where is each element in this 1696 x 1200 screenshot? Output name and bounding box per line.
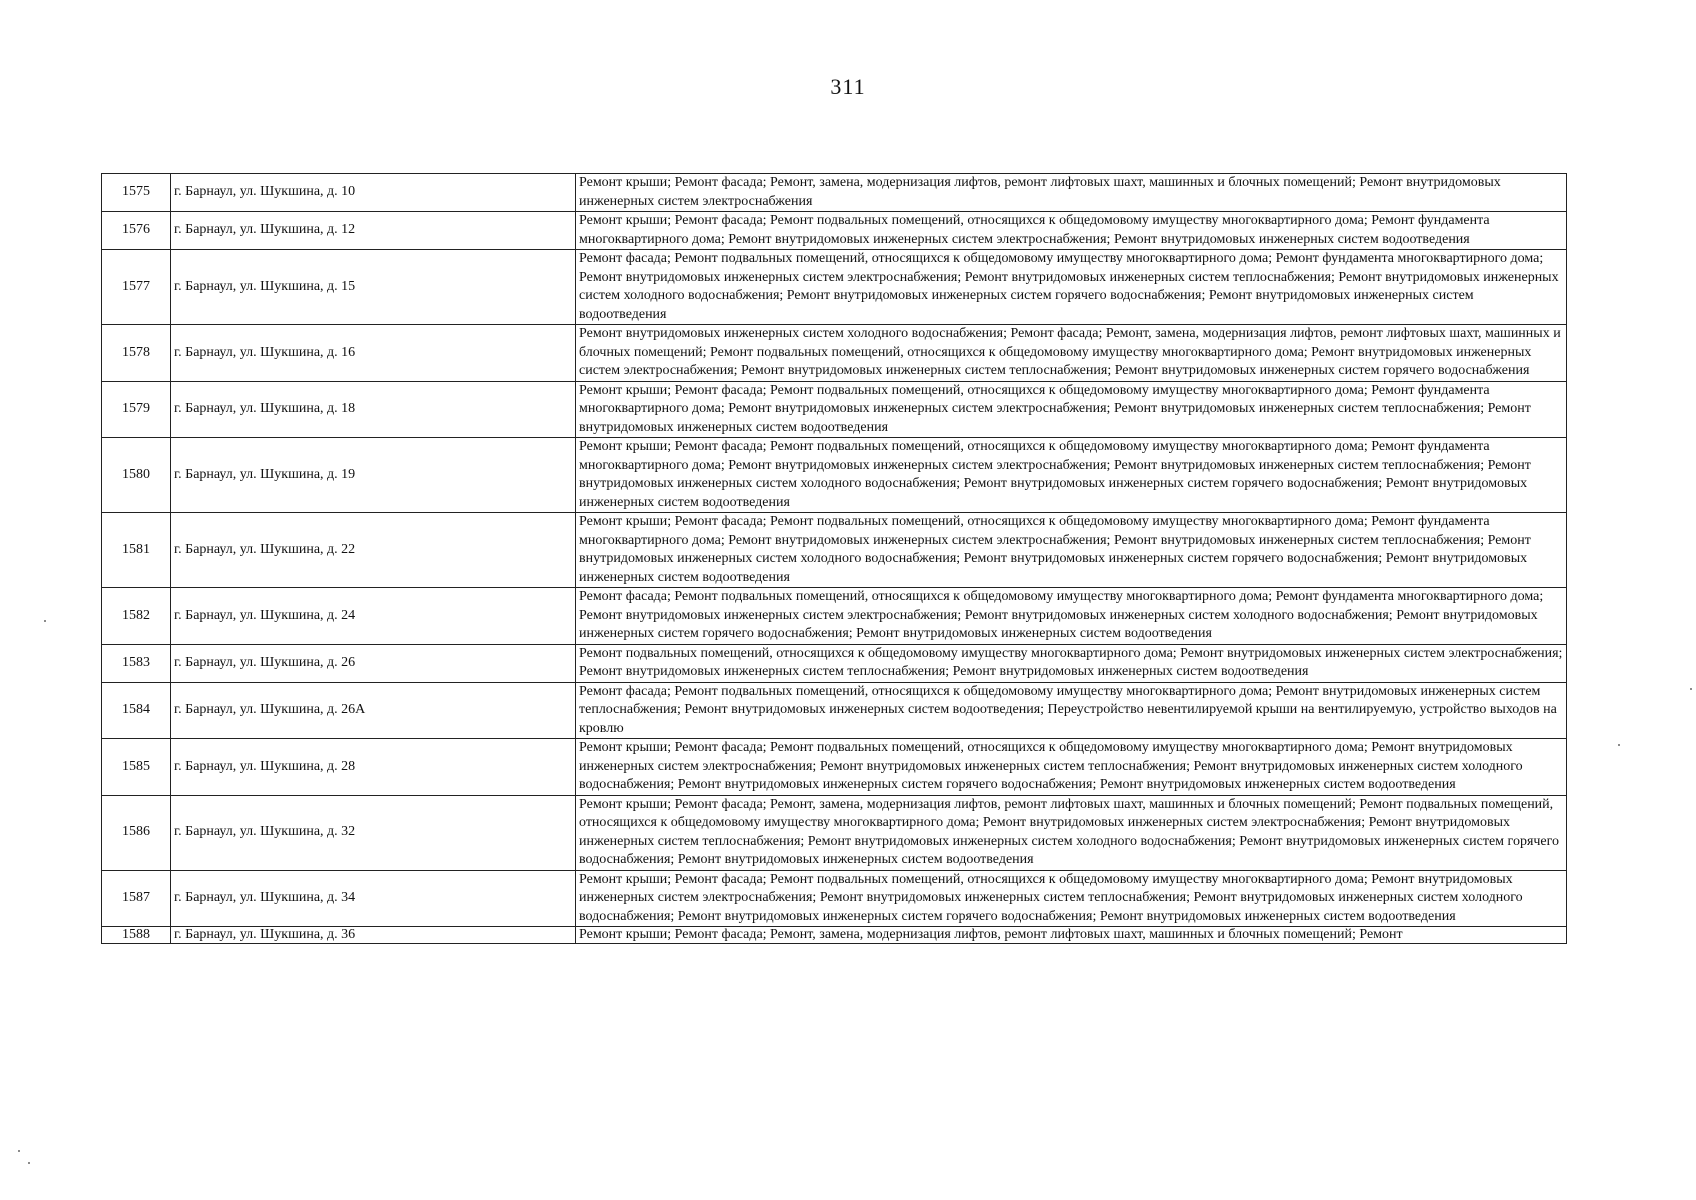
scan-speck: [28, 1162, 30, 1164]
house-address: г. Барнаул, ул. Шукшина, д. 22: [171, 513, 576, 588]
row-number: 1586: [102, 795, 171, 870]
house-address: г. Барнаул, ул. Шукшина, д. 16: [171, 325, 576, 382]
row-number: 1584: [102, 682, 171, 739]
row-number: 1575: [102, 174, 171, 212]
row-number: 1585: [102, 739, 171, 796]
repair-works: Ремонт фасада; Ремонт подвальных помещений, относящихся к общедомовому имуществу многоквартирного дома; Ремонт внутридомовых инженерных систем теплоснабжения; Ремонт внутридомовых инженерных систем водоотведения; Переустройство невентилируемой крыши на вентилируемую, устройство выходов на кровлю: [576, 682, 1567, 739]
row-number: 1579: [102, 381, 171, 438]
repair-works: Ремонт крыши; Ремонт фасада; Ремонт подвальных помещений, относящихся к общедомовому имуществу многоквартирного дома; Ремонт фундамента многоквартирного дома; Ремонт внутридомовых инженерных систем электроснабжения; Ремонт внутридомовых инженерных систем теплоснабжения; Ремонт внутридомовых инженерных систем холодного водоснабжения; Ремонт внутридомовых инженерных систем горячего водоснабжения; Ремонт внутридомовых инженерных систем водоотведения: [576, 438, 1567, 513]
scan-speck: [1690, 688, 1692, 690]
scan-speck: [1618, 744, 1620, 746]
table-row: [102, 682, 1567, 739]
repair-works: Ремонт крыши; Ремонт фасада; Ремонт, замена, модернизация лифтов, ремонт лифтовых шахт, машинных и блочных помещений; Ремонт внутридомовых инженерных систем электроснабжения: [576, 174, 1567, 212]
house-address: г. Барнаул, ул. Шукшина, д. 26А: [171, 682, 576, 739]
repair-works: Ремонт крыши; Ремонт фасада; Ремонт подвальных помещений, относящихся к общедомовому имуществу многоквартирного дома; Ремонт фундамента многоквартирного дома; Ремонт внутридомовых инженерных систем электроснабжения; Ремонт внутридомовых инженерных систем водоотведения: [576, 212, 1567, 250]
repair-works: Ремонт внутридомовых инженерных систем холодного водоснабжения; Ремонт фасада; Ремонт, замена, модернизация лифтов, ремонт лифтовых шахт, машинных и блочных помещений; Ремонт подвальных помещений, относящихся к общедомовому имуществу многоквартирного дома; Ремонт внутридомовых инженерных систем электроснабжения; Ремонт внутридомовых инженерных систем теплоснабжения; Ремонт внутридомовых инженерных систем горячего водоснабжения: [576, 325, 1567, 382]
table-row: [102, 438, 1567, 513]
house-address: г. Барнаул, ул. Шукшина, д. 24: [171, 588, 576, 645]
house-address: г. Барнаул, ул. Шукшина, д. 28: [171, 739, 576, 796]
table-row: [102, 795, 1567, 870]
table-row: [102, 644, 1567, 682]
scan-speck: [18, 1150, 20, 1152]
repair-works: Ремонт крыши; Ремонт фасада; Ремонт, замена, модернизация лифтов, ремонт лифтовых шахт, машинных и блочных помещений; Ремонт: [576, 927, 1567, 944]
table-row: [102, 250, 1567, 325]
house-address: г. Барнаул, ул. Шукшина, д. 15: [171, 250, 576, 325]
table-row: [102, 325, 1567, 382]
row-number: 1576: [102, 212, 171, 250]
repair-works: Ремонт крыши; Ремонт фасада; Ремонт, замена, модернизация лифтов, ремонт лифтовых шахт, машинных и блочных помещений; Ремонт подвальных помещений, относящихся к общедомовому имуществу многоквартирного дома; Ремонт внутридомовых инженерных систем электроснабжения; Ремонт внутридомовых инженерных систем теплоснабжения; Ремонт внутридомовых инженерных систем холодного водоснабжения; Ремонт внутридомовых инженерных систем горячего водоснабжения; Ремонт внутридомовых инженерных систем водоотведения: [576, 795, 1567, 870]
house-address: г. Барнаул, ул. Шукшина, д. 19: [171, 438, 576, 513]
house-address: г. Барнаул, ул. Шукшина, д. 32: [171, 795, 576, 870]
row-number: 1582: [102, 588, 171, 645]
scan-speck: [44, 620, 46, 622]
table-row: [102, 739, 1567, 796]
row-number: 1577: [102, 250, 171, 325]
table-row: [102, 927, 1567, 944]
row-number: 1578: [102, 325, 171, 382]
house-address: г. Барнаул, ул. Шукшина, д. 26: [171, 644, 576, 682]
row-number: 1583: [102, 644, 171, 682]
table-row: [102, 174, 1567, 212]
repair-works: Ремонт крыши; Ремонт фасада; Ремонт подвальных помещений, относящихся к общедомовому имуществу многоквартирного дома; Ремонт фундамента многоквартирного дома; Ремонт внутридомовых инженерных систем электроснабжения; Ремонт внутридомовых инженерных систем теплоснабжения; Ремонт внутридомовых инженерных систем водоотведения: [576, 381, 1567, 438]
repair-works: Ремонт крыши; Ремонт фасада; Ремонт подвальных помещений, относящихся к общедомовому имуществу многоквартирного дома; Ремонт внутридомовых инженерных систем электроснабжения; Ремонт внутридомовых инженерных систем теплоснабжения; Ремонт внутридомовых инженерных систем холодного водоснабжения; Ремонт внутридомовых инженерных систем горячего водоснабжения; Ремонт внутридомовых инженерных систем водоотведения: [576, 870, 1567, 927]
house-address: г. Барнаул, ул. Шукшина, д. 18: [171, 381, 576, 438]
repair-works: Ремонт фасада; Ремонт подвальных помещений, относящихся к общедомовому имуществу многоквартирного дома; Ремонт фундамента многоквартирного дома; Ремонт внутридомовых инженерных систем электроснабжения; Ремонт внутридомовых инженерных систем холодного водоснабжения; Ремонт внутридомовых инженерных систем горячего водоснабжения; Ремонт внутридомовых инженерных систем водоотведения: [576, 588, 1567, 645]
house-address: г. Барнаул, ул. Шукшина, д. 12: [171, 212, 576, 250]
row-number: 1580: [102, 438, 171, 513]
house-address: г. Барнаул, ул. Шукшина, д. 36: [171, 927, 576, 944]
repair-works: Ремонт фасада; Ремонт подвальных помещений, относящихся к общедомовому имуществу многоквартирного дома; Ремонт фундамента многоквартирного дома; Ремонт внутридомовых инженерных систем электроснабжения; Ремонт внутридомовых инженерных систем теплоснабжения; Ремонт внутридомовых инженерных систем холодного водоснабжения; Ремонт внутридомовых инженерных систем горячего водоснабжения; Ремонт внутридомовых инженерных систем водоотведения: [576, 250, 1567, 325]
repair-works: Ремонт подвальных помещений, относящихся к общедомовому имуществу многоквартирного дома; Ремонт внутридомовых инженерных систем электроснабжения; Ремонт внутридомовых инженерных систем теплоснабжения; Ремонт внутридомовых инженерных систем водоотведения: [576, 644, 1567, 682]
registry-table-body: [102, 174, 1567, 944]
house-address: г. Барнаул, ул. Шукшина, д. 10: [171, 174, 576, 212]
table-row: [102, 588, 1567, 645]
repair-works: Ремонт крыши; Ремонт фасада; Ремонт подвальных помещений, относящихся к общедомовому имуществу многоквартирного дома; Ремонт фундамента многоквартирного дома; Ремонт внутридомовых инженерных систем электроснабжения; Ремонт внутридомовых инженерных систем теплоснабжения; Ремонт внутридомовых инженерных систем холодного водоснабжения; Ремонт внутридомовых инженерных систем горячего водоснабжения; Ремонт внутридомовых инженерных систем водоотведения: [576, 513, 1567, 588]
registry-table: [101, 173, 1567, 944]
row-number: 1587: [102, 870, 171, 927]
repair-works: Ремонт крыши; Ремонт фасада; Ремонт подвальных помещений, относящихся к общедомовому имуществу многоквартирного дома; Ремонт внутридомовых инженерных систем электроснабжения; Ремонт внутридомовых инженерных систем теплоснабжения; Ремонт внутридомовых инженерных систем холодного водоснабжения; Ремонт внутридомовых инженерных систем горячего водоснабжения; Ремонт внутридомовых инженерных систем водоотведения: [576, 739, 1567, 796]
page-number: 311: [830, 74, 866, 99]
table-row: [102, 513, 1567, 588]
table-row: [102, 870, 1567, 927]
table-row: [102, 212, 1567, 250]
house-address: г. Барнаул, ул. Шукшина, д. 34: [171, 870, 576, 927]
row-number: 1581: [102, 513, 171, 588]
row-number: 1588: [102, 927, 171, 944]
table-row: [102, 381, 1567, 438]
